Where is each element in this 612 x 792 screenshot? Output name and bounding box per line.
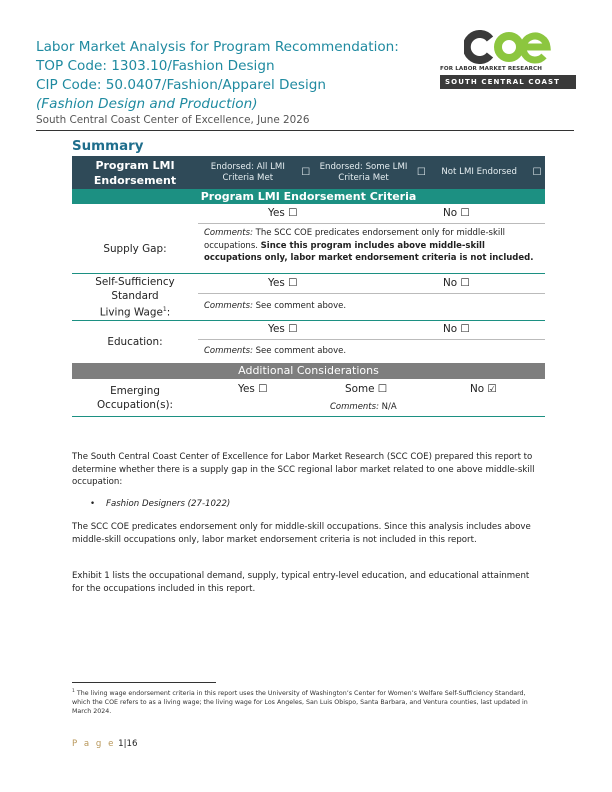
comment-prefix: Comments: xyxy=(204,346,253,356)
endorsement-label: Program LMI Endorsement xyxy=(93,159,177,187)
criteria-heading: Program LMI Endorsement Criteria xyxy=(72,189,545,204)
checkbox-icon[interactable]: ☐ xyxy=(532,167,542,178)
self-sufficiency-label xyxy=(72,275,198,319)
table-bottom-rule xyxy=(72,416,545,417)
option-some-criteria[interactable] xyxy=(314,156,430,189)
row-divider xyxy=(198,339,545,340)
self-sufficiency-yes[interactable]: Yes ☐ xyxy=(268,277,298,289)
supply-gap-yes[interactable]: Yes ☐ xyxy=(268,207,298,219)
bullet-icon: • xyxy=(90,499,106,509)
emerging-label-line1: Emerging xyxy=(110,385,160,397)
comment-bold: Since this program includes above middle-skill occupations only, labor market endorsement criteria is not included. xyxy=(204,240,534,263)
self-sufficiency-row xyxy=(72,274,545,321)
footnote-divider xyxy=(72,682,216,683)
option-not-endorsed[interactable] xyxy=(429,156,545,189)
emerging-no-checked[interactable]: No ☑ xyxy=(470,383,497,395)
education-yes[interactable]: Yes ☐ xyxy=(268,323,298,335)
coe-logo xyxy=(440,30,576,89)
intro-paragraph: The South Central Coast Center of Excellence for Labor Market Research (SCC COE) prepared this report to determine whether there is a supply gap in the SCC regional labor market related to one above middle-skill occupation: xyxy=(72,452,535,487)
option-not-endorsed-label: Not LMI Endorsed xyxy=(441,167,517,177)
report-subtitle: South Central Coast Center of Excellence, June 2026 xyxy=(36,114,310,126)
additional-considerations-heading: Additional Considerations xyxy=(72,363,545,379)
comment-prefix: Comments: xyxy=(204,301,253,311)
option-some-criteria-label: Endorsed: Some LMI Criteria Met xyxy=(319,161,408,183)
self-sufficiency-comment xyxy=(204,300,542,313)
supply-gap-comment xyxy=(204,227,542,265)
option-all-criteria-label: Endorsed: All LMI Criteria Met xyxy=(210,161,285,183)
emerging-some[interactable]: Some ☐ xyxy=(345,383,388,395)
endorsement-header-row xyxy=(72,156,545,189)
endorsement-table xyxy=(72,156,545,417)
label-colon: : xyxy=(166,306,171,319)
coe-logo-mark xyxy=(464,30,554,64)
summary-heading: Summary xyxy=(72,139,144,154)
comment-text: See comment above. xyxy=(252,346,347,356)
checkbox-icon[interactable]: ☐ xyxy=(301,167,311,178)
footnote-text: The living wage endorsement criteria in this report uses the University of Washington’s Center for Women’s Welfare Self-Sufficiency Standard, which the COE refers to as a living wage; the living wage for Los Angeles, San Luis Obispo, Santa Barbara, and Ventura counties, last updated in March 2024. xyxy=(72,690,528,716)
logo-region-band: SOUTH CENTRAL COAST xyxy=(440,75,576,89)
page-number xyxy=(72,739,137,749)
row-divider xyxy=(198,293,545,294)
title-line-1: Labor Market Analysis for Program Recommendation: xyxy=(36,39,399,55)
row-divider xyxy=(198,223,545,224)
footnote-ref[interactable]: 1 xyxy=(162,306,167,313)
title-line-program: (Fashion Design and Production) xyxy=(36,96,258,112)
page-word: P a g e xyxy=(72,739,116,749)
emerging-yes[interactable]: Yes ☐ xyxy=(238,383,268,395)
title-line-top-code: TOP Code: 1303.10/Fashion Design xyxy=(36,58,275,74)
header-divider xyxy=(36,130,574,131)
supply-gap-no[interactable]: No ☐ xyxy=(443,207,470,219)
comment-text: N/A xyxy=(378,402,397,412)
emerging-label-line2: Occupation(s): xyxy=(96,399,174,411)
education-row xyxy=(72,321,545,363)
footnote xyxy=(72,687,542,716)
checkbox-icon[interactable]: ☐ xyxy=(416,167,426,178)
emerging-comment xyxy=(330,401,450,414)
occupation-name: Fashion Designers (27-1022) xyxy=(106,499,231,509)
living-wage-text: Living Wage xyxy=(99,306,163,319)
page-total: 16 xyxy=(126,739,138,749)
report-title xyxy=(36,38,436,114)
page-separator: | xyxy=(123,739,127,749)
comment-prefix: Comments: xyxy=(204,228,253,238)
education-comment xyxy=(204,345,542,358)
self-sufficiency-label-line3 xyxy=(72,303,198,319)
option-all-criteria[interactable] xyxy=(198,156,314,189)
occupation-bullet xyxy=(90,499,230,509)
comment-text: The SCC COE predicates endorsement only for middle-skill occupations. xyxy=(204,228,505,251)
self-sufficiency-no[interactable]: No ☐ xyxy=(443,277,470,289)
education-label: Education: xyxy=(107,336,163,348)
exhibit-paragraph: Exhibit 1 lists the occupational demand, supply, typical entry-level education, and educational attainment for the occupations included in this report. xyxy=(72,571,530,594)
supply-gap-label: Supply Gap: xyxy=(103,243,167,255)
logo-tagline: FOR LABOR MARKET RESEARCH xyxy=(440,66,543,72)
self-sufficiency-label-line1: Self-Sufficiency xyxy=(95,276,175,288)
education-no[interactable]: No ☐ xyxy=(443,323,470,335)
title-line-cip-code: CIP Code: 50.0407/Fashion/Apparel Design xyxy=(36,77,326,93)
comment-text: See comment above. xyxy=(252,301,347,311)
emerging-label xyxy=(72,384,198,412)
comment-prefix: Comments: xyxy=(330,402,379,412)
self-sufficiency-label-line2: Standard xyxy=(111,290,159,302)
emerging-row xyxy=(72,379,545,417)
page-current: 1 xyxy=(118,739,124,749)
footnote-mark: 1 xyxy=(72,689,75,694)
endorsement-paragraph: The SCC COE predicates endorsement only for middle-skill occupations. Since this analysis includes above middle-skill occupations only, labor market endorsement criteria is not included in this report. xyxy=(72,522,531,545)
supply-gap-row xyxy=(72,204,545,274)
